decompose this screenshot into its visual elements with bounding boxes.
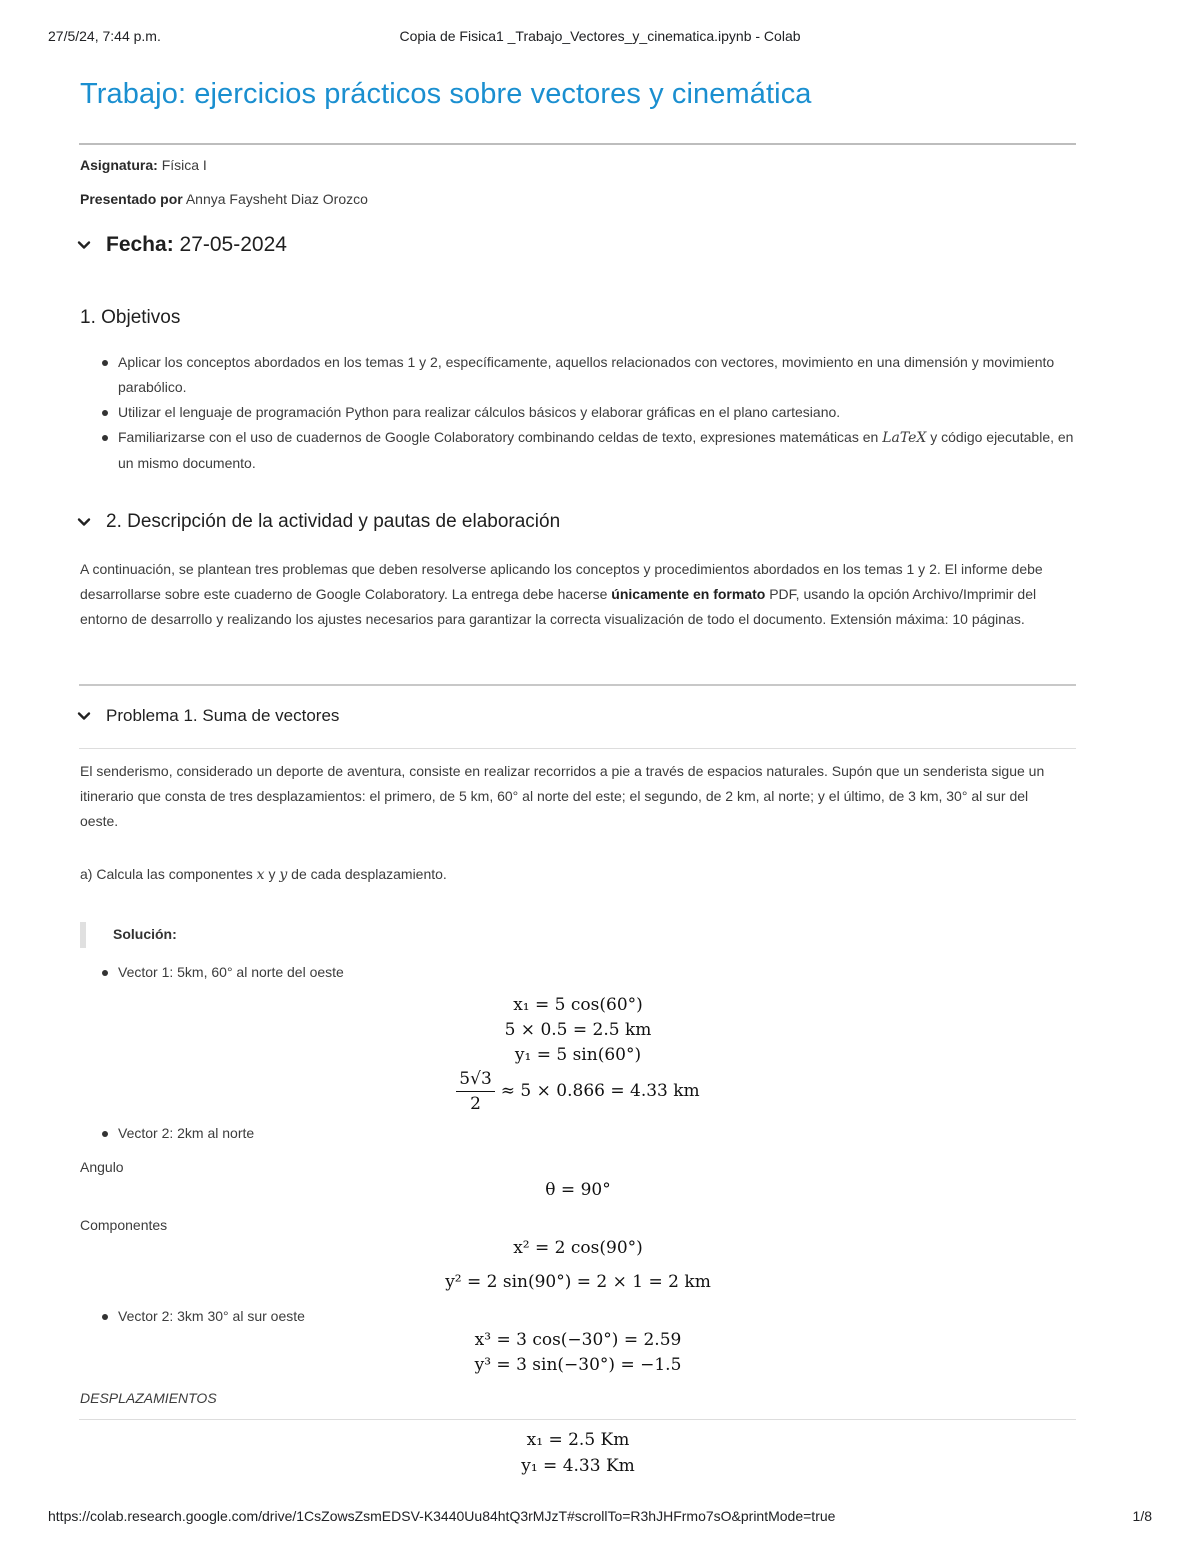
- pregunta-a-text: y: [268, 866, 276, 882]
- list-item: Aplicar los conceptos abordados en los temas 1 y 2, específicamente, aquellos relacionados con vectores, movimiento en una dimensión y movimiento parabólico.: [80, 350, 1076, 400]
- page-title: Trabajo: ejercicios prácticos sobre vectores y cinemática: [80, 78, 812, 110]
- descripcion-text-part: PDF, usando la opción Archivo/Imprimir del entorno de desarrollo y realizando los ajustes necesarios para garantizar la correcta visualización de todo el documento. Extensión máxima: 10 páginas.: [80, 586, 1037, 627]
- pregunta-a-text: de cada desplazamiento.: [291, 866, 447, 882]
- math-x: x: [256, 867, 265, 883]
- divider: [79, 748, 1076, 749]
- chevron-down-icon[interactable]: [76, 514, 92, 530]
- objetivos-heading: 1. Objetivos: [80, 307, 181, 328]
- equation: y₁ = 4.33 Km: [521, 1456, 635, 1476]
- asignatura-label: Asignatura:: [80, 157, 158, 173]
- list-item: Utilizar el lenguaje de programación Python para realizar cálculos básicos y elaborar gráficas en el plano cartesiano.: [80, 400, 1076, 425]
- section-problema1-toggle[interactable]: [76, 706, 339, 726]
- descripcion-heading: 2. Descripción de la actividad y pautas de elaboración: [106, 511, 561, 532]
- list-item: Vector 2: 3km 30° al sur oeste: [80, 1304, 1076, 1329]
- equation: x² = 2 cos(90°): [513, 1238, 643, 1258]
- equation: y₁ = 5 sin(60°): [514, 1045, 642, 1065]
- divider: [79, 1419, 1076, 1420]
- solucion-label: Solución:: [113, 926, 177, 942]
- equation: θ = 90°: [545, 1180, 611, 1200]
- section-descripcion-toggle[interactable]: [76, 511, 560, 533]
- problema1-enunciado: El senderismo, considerado un deporte de aventura, consiste en realizar recorridos a pie a través de espacios naturales. Supón que un senderista sigue un itinerario que consta de tres desplazamientos: el primero, de 5 km, 60° al norte del este; el segundo, de 2 km, al norte; y el último, de 3 km, 30° al sur del oeste.: [80, 763, 1045, 829]
- descripcion-text-bold: únicamente en formato: [611, 586, 766, 602]
- angulo-label: Angulo: [80, 1159, 124, 1175]
- list-item-text: y código ejecutable, en un mismo documento.: [118, 429, 1074, 471]
- fraction-numerator: 5√3: [456, 1069, 494, 1092]
- componentes-label: Componentes: [80, 1217, 168, 1233]
- equation: x₁ = 5 cos(60°): [513, 995, 643, 1015]
- print-header: [48, 28, 1152, 48]
- list-item: [80, 425, 1076, 476]
- fraction-denominator: 2: [470, 1094, 481, 1114]
- descripcion-text: [80, 557, 1070, 632]
- list-item: Vector 2: 2km al norte: [80, 1121, 1076, 1146]
- chevron-down-icon[interactable]: [76, 237, 92, 253]
- problema1-heading: Problema 1. Suma de vectores: [106, 706, 340, 725]
- divider: [79, 684, 1076, 686]
- fraction: [456, 1069, 494, 1114]
- objetivos-list: [80, 350, 1076, 476]
- vector2-list: [80, 1121, 1076, 1146]
- print-url: https://colab.research.google.com/drive/1CsZowsZsmEDSV-K3440Uu84htQ3rMJzT#scrollTo=R3hJHFrmo7sO&printMode=true: [48, 1508, 836, 1524]
- equation: x₁ = 2.5 Km: [526, 1430, 630, 1450]
- presentado-value: Annya Faysheht Diaz Orozco: [185, 191, 368, 207]
- equation: y² = 2 sin(90°) = 2 × 1 = 2 km: [445, 1272, 711, 1292]
- asignatura-line: [80, 157, 207, 173]
- print-footer: [48, 1508, 1152, 1528]
- desplazamientos-label: DESPLAZAMIENTOS: [80, 1390, 217, 1406]
- descripcion-text-part: A continuación, se plantean tres problemas que deben resolverse aplicando los conceptos y procedimientos abordados en los temas 1 y 2. El informe debe desarrollarse sobre este cuaderno de Google Colaboratory. La entrega debe hacerse: [80, 561, 1043, 602]
- vector1-list: [80, 960, 1076, 985]
- print-title: Copia de Fisica1 _Trabajo_Vectores_y_cinematica.ipynb - Colab: [399, 28, 801, 44]
- list-item: Vector 1: 5km, 60° al norte del oeste: [80, 960, 1076, 985]
- fecha-heading: [106, 233, 287, 257]
- fecha-label: Fecha:: [106, 233, 174, 256]
- asignatura-value: Física I: [161, 157, 207, 173]
- math-y: y: [279, 867, 288, 883]
- pregunta-a-text: a) Calcula las componentes: [80, 866, 253, 882]
- blockquote-bar: [80, 922, 86, 948]
- presentado-line: [80, 191, 368, 207]
- equation: y³ = 3 sin(−30°) = −1.5: [474, 1355, 682, 1375]
- list-item-text: Familiarizarse con el uso de cuadernos de Google Colaboratory combinando celdas de texto, expresiones matemáticas en: [118, 429, 879, 445]
- equation: x³ = 3 cos(−30°) = 2.59: [474, 1330, 682, 1350]
- latex-logo: LaTeX: [882, 430, 927, 446]
- section-fecha-toggle[interactable]: [76, 233, 287, 257]
- pregunta-a: [80, 862, 1070, 888]
- chevron-down-icon[interactable]: [76, 708, 92, 724]
- fecha-value: 27-05-2024: [179, 233, 287, 256]
- vector3-list: [80, 1304, 1076, 1329]
- print-date: 27/5/24, 7:44 p.m.: [48, 28, 161, 44]
- equation: 5 × 0.5 = 2.5 km: [504, 1020, 652, 1040]
- presentado-label: Presentado por: [80, 191, 183, 207]
- equation-fraction: [80, 1069, 1076, 1114]
- divider: [79, 143, 1076, 145]
- equation-rest: ≈ 5 × 0.866 = 4.33 km: [500, 1081, 700, 1101]
- page-number: 1/8: [1132, 1508, 1152, 1524]
